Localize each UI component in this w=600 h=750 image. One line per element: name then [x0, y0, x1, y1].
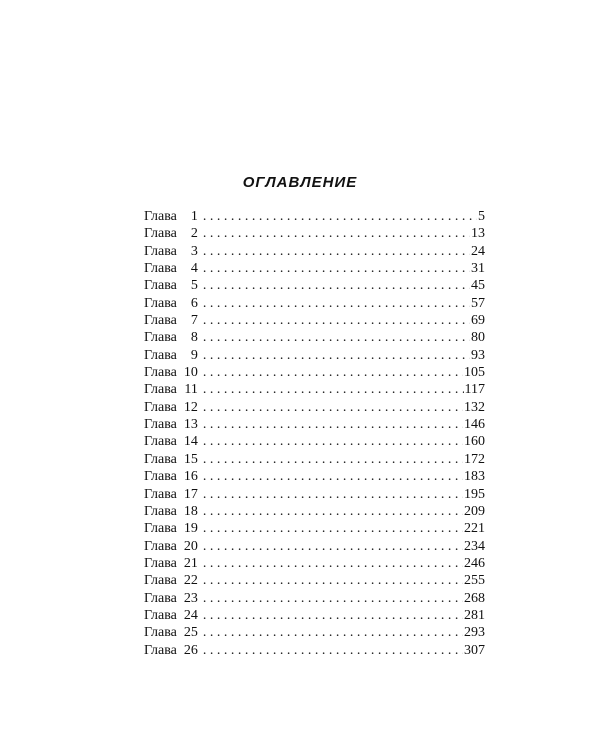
toc-entry-page: 31	[471, 261, 485, 277]
toc-entry-page: 93	[471, 347, 485, 363]
page-title: ОГЛАВЛЕНИЕ	[242, 174, 358, 191]
toc-entry-page: 5	[478, 209, 485, 224]
toc-entry-label: Глава	[144, 625, 177, 641]
toc-entry-page: 69	[471, 313, 485, 329]
toc-entry	[144, 347, 485, 364]
toc-entry-label: Глава	[144, 573, 177, 589]
dot-leader	[203, 590, 463, 607]
toc-entry-number: 14	[183, 434, 198, 450]
toc-entry	[144, 225, 485, 242]
toc-entry-label: Глава	[144, 555, 177, 571]
toc-entry-label: Глава	[144, 330, 177, 346]
toc-entry-number: 22	[183, 573, 198, 589]
dot-leader	[203, 381, 464, 398]
toc-entry	[144, 451, 485, 468]
table-of-contents	[144, 208, 485, 659]
dot-leader	[203, 208, 477, 225]
toc-entry-label: Глава	[144, 313, 177, 329]
toc-entry-number: 8	[190, 330, 198, 346]
toc-entry-page: 281	[464, 607, 485, 623]
toc-entry	[144, 312, 485, 329]
toc-entry-label: Глава	[144, 469, 177, 485]
toc-entry-page: 172	[464, 451, 485, 467]
dot-leader	[203, 572, 463, 589]
toc-entry	[144, 295, 485, 312]
toc-entry-number: 23	[183, 590, 198, 606]
toc-entry-label: Глава	[144, 590, 177, 606]
toc-entry-label: Глава	[144, 451, 177, 467]
dot-leader	[203, 277, 470, 294]
toc-entry-number: 16	[183, 469, 198, 485]
dot-leader	[203, 642, 463, 659]
toc-entry-number: 2	[190, 226, 198, 242]
toc-entry	[144, 399, 485, 416]
toc-entry-number: 13	[183, 417, 198, 433]
toc-entry-page: 221	[464, 521, 485, 537]
toc-entry-page: 57	[471, 295, 485, 311]
toc-entry-page: 255	[464, 573, 485, 589]
toc-entry	[144, 243, 485, 260]
toc-entry-number: 19	[183, 521, 198, 537]
toc-entry-label: Глава	[144, 278, 177, 294]
toc-entry-label: Глава	[144, 365, 177, 381]
dot-leader	[203, 260, 470, 277]
toc-entry-label: Глава	[144, 521, 177, 537]
toc-entry-label: Глава	[144, 261, 177, 277]
toc-entry	[144, 590, 485, 607]
toc-entry-page: 24	[471, 243, 485, 259]
toc-entry-page: 117	[464, 382, 485, 398]
dot-leader	[203, 312, 470, 329]
toc-entry-label: Глава	[144, 226, 177, 242]
toc-entry-label: Глава	[144, 399, 177, 415]
dot-leader	[203, 347, 470, 364]
toc-entry-label: Глава	[144, 607, 177, 623]
toc-entry-label: Глава	[144, 347, 177, 363]
dot-leader	[203, 399, 463, 416]
toc-entry-number: 15	[183, 451, 198, 467]
toc-entry-number: 5	[190, 278, 198, 294]
toc-entry	[144, 642, 485, 659]
dot-leader	[203, 486, 463, 503]
toc-entry	[144, 433, 485, 450]
toc-entry	[144, 329, 485, 346]
dot-leader	[203, 295, 470, 312]
toc-entry-number: 4	[190, 261, 198, 277]
toc-entry-page: 293	[464, 625, 485, 641]
toc-entry-label: Глава	[144, 243, 177, 259]
toc-entry-page: 195	[464, 486, 485, 502]
dot-leader	[203, 538, 463, 555]
toc-entry-page: 13	[471, 226, 485, 242]
toc-entry-number: 21	[183, 555, 198, 571]
toc-entry-number: 12	[183, 399, 198, 415]
dot-leader	[203, 416, 463, 433]
toc-entry-number: 20	[183, 538, 198, 554]
toc-entry-page: 45	[471, 278, 485, 294]
dot-leader	[203, 451, 463, 468]
toc-entry	[144, 208, 485, 225]
toc-entry-label: Глава	[144, 209, 177, 224]
dot-leader	[203, 624, 463, 641]
toc-entry	[144, 607, 485, 624]
toc-entry	[144, 555, 485, 572]
toc-entry-number: 26	[183, 642, 198, 658]
dot-leader	[203, 433, 463, 450]
toc-entry-label: Глава	[144, 642, 177, 658]
toc-entry-number: 6	[190, 295, 198, 311]
toc-entry-label: Глава	[144, 486, 177, 502]
toc-entry-number: 18	[183, 503, 198, 519]
toc-entry	[144, 486, 485, 503]
toc-entry-page: 268	[464, 590, 485, 606]
toc-entry-number: 10	[183, 365, 198, 381]
toc-entry	[144, 520, 485, 537]
toc-entry-page: 209	[464, 503, 485, 519]
toc-entry-label: Глава	[144, 538, 177, 554]
toc-entry-page: 160	[464, 434, 485, 450]
toc-entry	[144, 277, 485, 294]
toc-entry	[144, 381, 485, 398]
dot-leader	[203, 607, 463, 624]
toc-entry-page: 307	[464, 642, 485, 658]
toc-entry-page: 246	[464, 555, 485, 571]
dot-leader	[203, 520, 463, 537]
toc-entry	[144, 538, 485, 555]
toc-entry-number: 25	[183, 625, 198, 641]
dot-leader	[203, 503, 463, 520]
toc-entry-number: 1	[190, 209, 198, 224]
toc-entry-label: Глава	[144, 434, 177, 450]
toc-entry-label: Глава	[144, 295, 177, 311]
toc-entry-label: Глава	[144, 382, 177, 398]
dot-leader	[203, 329, 470, 346]
toc-entry-label: Глава	[144, 503, 177, 519]
toc-entry	[144, 468, 485, 485]
dot-leader	[203, 364, 463, 381]
toc-entry	[144, 503, 485, 520]
toc-entry-page: 146	[464, 417, 485, 433]
toc-entry-page: 234	[464, 538, 485, 554]
toc-entry-page: 80	[471, 330, 485, 346]
toc-entry-page: 105	[464, 365, 485, 381]
toc-entry-number: 24	[183, 607, 198, 623]
dot-leader	[203, 225, 470, 242]
toc-entry-number: 11	[184, 382, 198, 398]
toc-entry	[144, 624, 485, 641]
toc-entry	[144, 572, 485, 589]
toc-entry-number: 3	[190, 243, 198, 259]
toc-entry	[144, 416, 485, 433]
toc-entry-number: 9	[190, 347, 198, 363]
toc-entry	[144, 364, 485, 381]
toc-entry-label: Глава	[144, 417, 177, 433]
toc-entry	[144, 260, 485, 277]
dot-leader	[203, 468, 463, 485]
toc-entry-number: 7	[190, 313, 198, 329]
toc-entry-number: 17	[183, 486, 198, 502]
dot-leader	[203, 555, 463, 572]
toc-entry-page: 183	[464, 469, 485, 485]
toc-entry-page: 132	[464, 399, 485, 415]
dot-leader	[203, 243, 470, 260]
